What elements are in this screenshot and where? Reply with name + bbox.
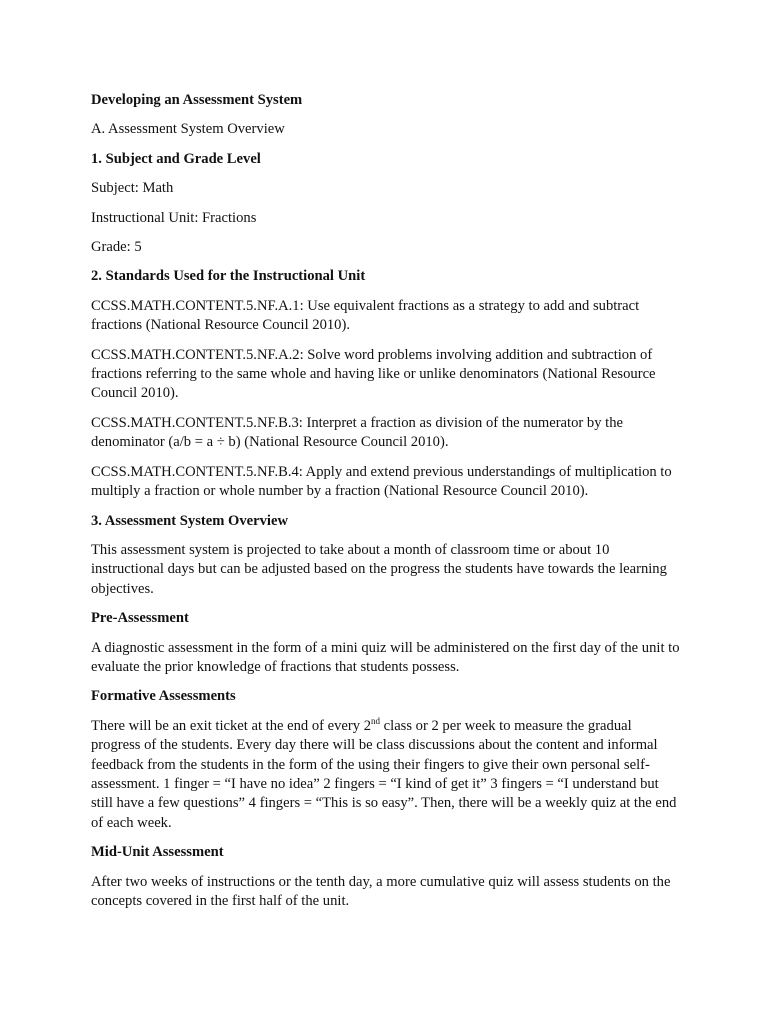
overview-heading: 3. Assessment System Overview [91, 512, 288, 529]
standard-item: CCSS.MATH.CONTENT.5.NF.A.1: Use equivalent fractions as a strategy to add and subtract fractions (National Resource Council 2010). [91, 297, 640, 334]
grade-line: Grade: 5 [91, 239, 142, 256]
standards-heading: 2. Standards Used for the Instructional Unit [91, 268, 366, 285]
subject-line: Subject: Math [91, 180, 174, 197]
unit-line: Instructional Unit: Fractions [91, 209, 257, 226]
formative-paragraph [91, 717, 681, 833]
standard-item: CCSS.MATH.CONTENT.5.NF.A.2: Solve word problems involving addition and subtraction of fractions referring to the same whole and having like or unlike denominators (National Resource Council 2010). [91, 346, 656, 402]
document-title: Developing an Assessment System [91, 92, 303, 108]
pre-assessment-paragraph: A diagnostic assessment in the form of a mini quiz will be administered on the first day of the unit to evaluate the prior knowledge of fractions that students possess. [91, 639, 680, 675]
subject-grade-heading: 1. Subject and Grade Level [91, 150, 261, 167]
document-page [91, 91, 681, 921]
ordinal-superscript: nd [371, 715, 381, 726]
standard-item: CCSS.MATH.CONTENT.5.NF.B.3: Interpret a fraction as division of the numerator by the denominator (a/b = a ÷ b) (National Resource Council 2010). [91, 414, 623, 451]
section-heading: A. Assessment System Overview [91, 121, 285, 138]
overview-paragraph: This assessment system is projected to take about a month of classroom time or about 10 instructional days but can be adjusted based on the progress the students have towards the learning objectives. [91, 541, 667, 597]
formative-text-start: There will be an exit ticket at the end of every 2 [91, 717, 372, 734]
formative-text-end: class or 2 per week to measure the gradual progress of the students. Every day there will be class discussions about the content and informal feedback from the students in the form of the using their fingers to give their own personal self-assessment. 1 finger = “I have no idea” 2 fingers = “I kind of get it” 3 fingers = “I understand but still have a few questions” 4 fingers = “This is so easy”. Then, there will be a weekly quiz at the end of each week. [91, 717, 677, 831]
formative-heading: Formative Assessments [91, 688, 236, 705]
mid-unit-heading: Mid-Unit Assessment [91, 844, 224, 861]
pre-assessment-heading: Pre-Assessment [91, 610, 189, 627]
standard-item: CCSS.MATH.CONTENT.5.NF.B.4: Apply and extend previous understandings of multiplication to multiply a fraction or whole number by a fraction (National Resource Council 2010). [91, 463, 672, 500]
mid-unit-paragraph: After two weeks of instructions or the tenth day, a more cumulative quiz will assess students on the concepts covered in the first half of the unit. [91, 873, 671, 909]
